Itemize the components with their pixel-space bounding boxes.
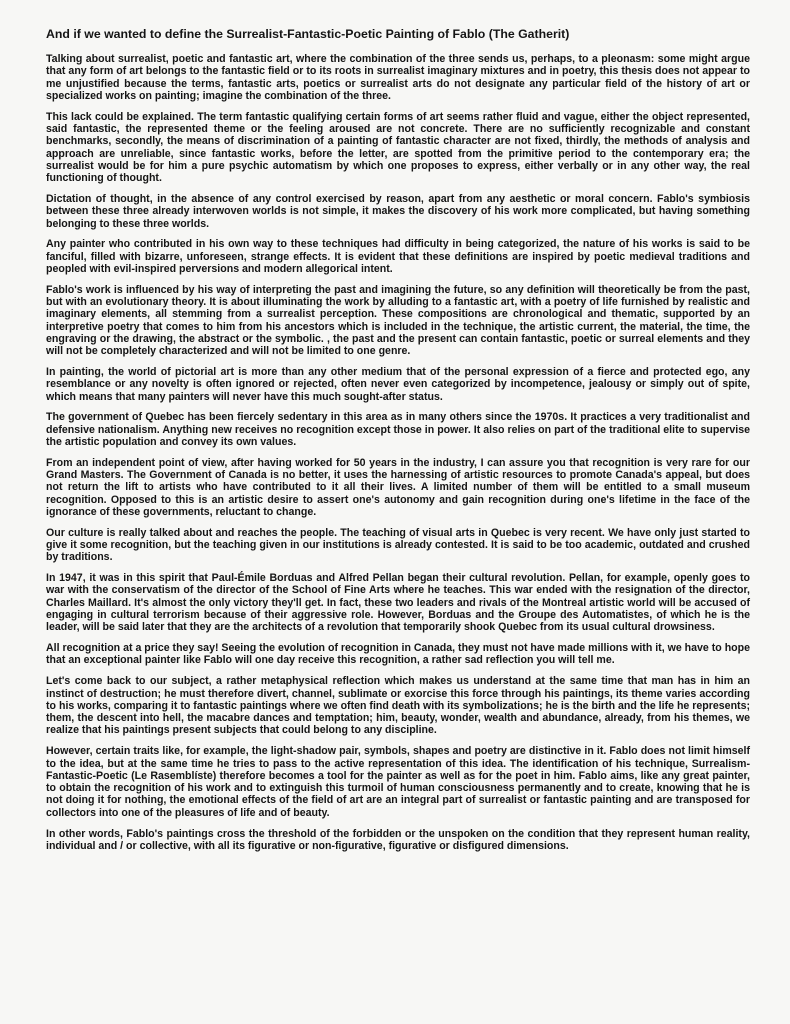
paragraph-9: Our culture is really talked about and reaches the people. The teaching of visual arts in Quebec is very recent. We have only just started to give it some recognition, but the teaching given in our institutions is already contested. It is said to be too academic, outdated and crushed by traditions.	[46, 526, 750, 564]
paragraph-11: All recognition at a price they say! Seeing the evolution of recognition in Canada, they must not have made millions with it, we have to hope that an exceptional painter like Fablo will one day receive this recognition, a rather sad reflection you will tell me.	[46, 642, 751, 667]
paragraph-8: From an independent point of view, after having worked for 50 years in the industry, I can assure you that recognition is very rare for our Grand Masters. The Government of Canada is no better, it uses the harnessing of artistic resources to promote Canada's appeal, but does not return the lift to artists who have contributed to it all their lives. A limited number of them will be entitled to a small museum recognition. Opposed to this is an artistic desire to assert one's autonomy and gain recognition during one's lifetime in the face of the ignorance of these governments, reluctant to change.	[46, 456, 750, 518]
paragraph-5: Fablo's work is influenced by his way of interpreting the past and imagining the future, so any definition will theoretically be from the past, but with an evolutionary theory. It is about illuminating the work by alluding to a fantastic art, with a poetry of life furnished by realistic and imaginary elements, all stemming from a surrealist perception. These compositions are chronological and thematic, supported by an interpretive poetry that comes to him from his ancestors which is included in the technique, the artistic current, the material, the time, the engraving or the drawing, the abstract or the symbolic. , the past and the present can contain fantastic, poetic or surreal elements and they will not be completely characterized and will not be limited to one genre.	[46, 283, 750, 358]
paragraph-7: The government of Quebec has been fiercely sedentary in this area as in many others since the 1970s. It practices a very traditionalist and defensive nationalism. Anything new receives no recognition except those in power. It also relies on part of the traditional elite to supervise the artistic population and convey its own values.	[46, 411, 750, 449]
document-title: And if we wanted to define the Surrealist-Fantastic-Poetic Painting of Fablo (The Gatherit)	[46, 27, 570, 41]
paragraph-10: In 1947, it was in this spirit that Paul-Émile Borduas and Alfred Pellan began their cultural revolution. Pellan, for example, openly goes to war with the conservatism of the director of the School of Fine Arts where he teaches. This war ended with the resignation of the director, Charles Maillard. It's almost the only victory they'll get. In fact, these two leaders and rivals of the Montreal artistic world will be accused of engaging in cultural terrorism because of their aggressive role. However, Borduas and the Groupe des Automatistes, of which he is the leader, will be said later that they are the architects of a revolution that temporarily shook Quebec from its usual cultural drowsiness.	[46, 572, 750, 634]
paragraph-14: In other words, Fablo's paintings cross the threshold of the forbidden or the unspoken on the condition that they represent human reality, individual and / or collective, with all its figurative or non-figurative, figurative or disfigured dimensions.	[46, 827, 750, 852]
paragraph-2: This lack could be explained. The term fantastic qualifying certain forms of art seems rather fluid and vague, either the object represented, said fantastic, the represented theme or the feeling aroused are not concrete. There are no sufficiently recognizable and constant benchmarks, secondly, the means of discrimination of a painting of fantastic character are not fixed, thirdly, the methods of analysis and approach are unreliable, since fantastic works, before the letter, are spotted from the primitive period to the contemporary era; the surrealist would be for him a pure psychic automatism by which one proposes to express, either verbally or in any other way, the real functioning of thought.	[46, 110, 750, 185]
paragraph-3: Dictation of thought, in the absence of any control exercised by reason, apart from any aesthetic or moral concern. Fablo's symbiosis between these three already interwoven worlds is not simple, it makes the discovery of his work more complicated, but having something belonging to these three worlds.	[46, 192, 750, 230]
paragraph-6: In painting, the world of pictorial art is more than any other medium that of the personal expression of a fierce and protected ego, any resemblance or any novelty is often ignored or rejected, often never even categorized by incompetence, jealousy or simply out of spite, which means that many painters will never have this much sought-after status.	[46, 366, 750, 403]
paragraph-1: Talking about surrealist, poetic and fantastic art, where the combination of the three sends us, perhaps, to a pleonasm: some might argue that any form of art belongs to the fantastic field or to its roots in surrealist imaginary mixtures and in poetry, this thesis does not appear to me unjustified because the terms, fantastic arts, poetics or surrealist arts do not designate any particular field of the history of art or specialized works on painting; imagine the combination of the three.	[46, 53, 750, 102]
paragraph-13: However, certain traits like, for example, the light-shadow pair, symbols, shapes and poetry are distinctive in it. Fablo does not limit himself to the idea, but at the same time he tries to pass to the active representation of this idea. The identification of his technique, Surrealism-Fantastic-Poetic (Le Rasemblíste) therefore becomes a tool for the painter as well as for the poet in him. Fablo aims, like any great painter, to obtain the recognition of his work and to extinguish this turmoil of human consciousness permanently and to create, knowing that he is not doing it for nothing, the emotional effects of the field of art are an integral part of surrealist or fantastic painting and are transposed for collectors into one of the pleasures of life and of beauty.	[46, 745, 750, 819]
paragraph-12: Let's come back to our subject, a rather metaphysical reflection which makes us understand at the same time that man has in him an instinct of destruction; he must therefore divert, channel, sublimate or exorcise this force through his paintings, its theme varies according to his works, comparing it to fantastic paintings where we often find death with its symbolizations; he is the birth and the life he represents; them, the descent into hell, the macabre dances and temptation; him, beauty, wonder, wealth and abundance, already, from his themes, we realize that his paintings present subjects that could belong to any discipline.	[46, 675, 750, 737]
paragraph-4: Any painter who contributed in his own way to these techniques had difficulty in being categorized, the nature of his works is said to be fanciful, filled with bizarre, unforeseen, strange effects. It is evident that these definitions are inspired by poetic medieval traditions and peopled with evil-inspired perversions and modern allegorical intent.	[46, 238, 750, 275]
